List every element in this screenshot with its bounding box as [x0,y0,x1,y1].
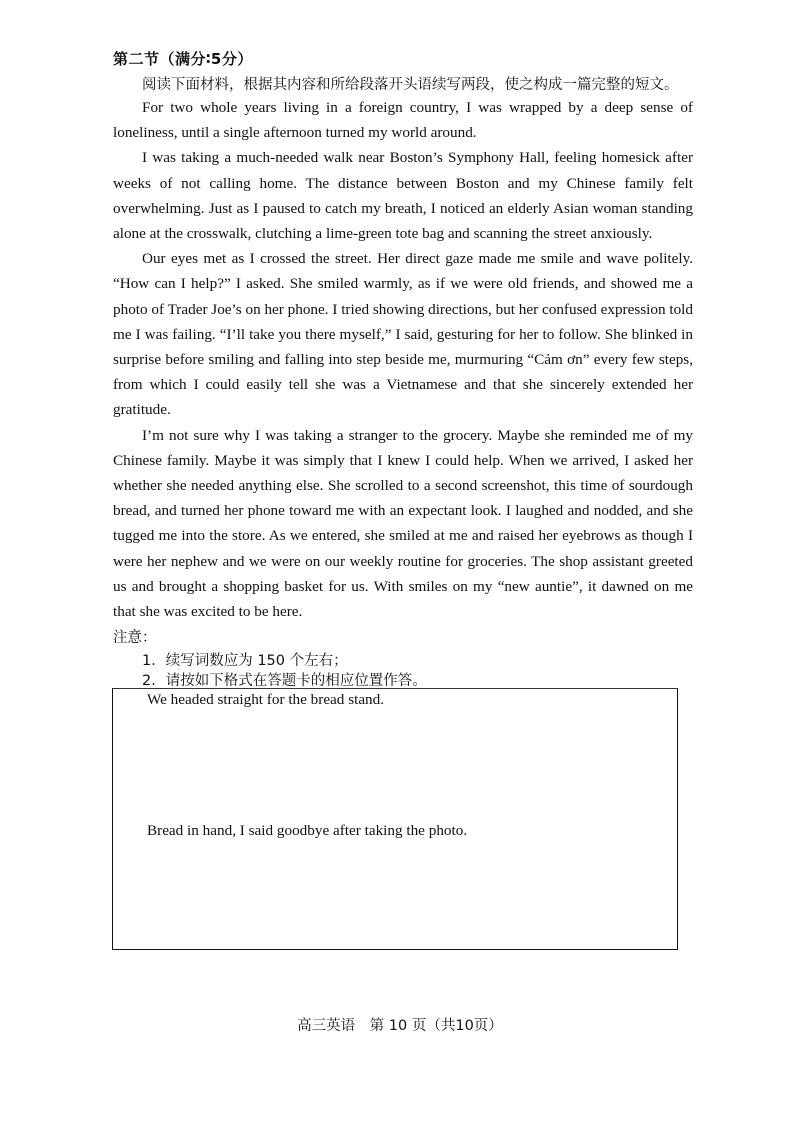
reading-passage [113,95,693,624]
paragraph-opening-2: Bread in hand, I said goodbye after taking the photo. [147,822,468,839]
page-footer: 高三英语 第 10 页（共10页） [297,1018,503,1034]
answer-box [112,688,678,950]
task-instruction: 阅读下面材料，根据其内容和所给段落开头语续写两段，使之构成一篇完整的短文。 [142,77,679,93]
note-item: 2．请按如下格式在答题卡的相应位置作答。 [142,673,427,689]
passage-paragraph: For two whole years living in a foreign country, I was wrapped by a deep sense of loneliness, until a single afternoon turned my world around. [113,99,693,142]
passage-paragraph: I’m not sure why I was taking a stranger to the grocery. Maybe she reminded me of my Chinese family. Maybe it was simply that I knew I could help. When we arrived, I asked her whether she needed anything else. She scrolled to a second screenshot, this time of sourdough bread, and turned her phone toward me with an expectant look. I laughed and nodded, and she tugged me into the store. As we entered, she smiled at me and raised her eyebrows as though I were her nephew and we were on our weekly routine for groceries. The shop assistant greeted us and brought a shopping basket for us. With smiles on my “new auntie”, it dawned on me that she was excited to be here. [113,426,693,621]
section-title: 第二节（满分∶5分） [113,50,253,68]
paragraph-opening-1: We headed straight for the bread stand. [147,691,385,708]
notes-label: 注意： [113,630,157,646]
passage-paragraph: Our eyes met as I crossed the street. Her direct gaze made me smile and wave politely. “How can I help?” I asked. She smiled warmly, as if we were old friends, and showed me a photo of Trader Joe’s on her phone. I tried showing directions, but her confused expression told me I was failing. “I’ll take you there myself,” I said, gesturing for her to follow. She blinked in surprise before smiling and falling into step beside me, murmuring “Cảm ơn” every few steps, from which I could easily tell she was a Vietnamese and that she sincerely extended her gratitude. [113,250,693,419]
note-item: 1．续写词数应为 150 个左右； [142,653,348,669]
passage-paragraph: I was taking a much-needed walk near Boston’s Symphony Hall, feeling homesick after weeks of not calling home. The distance between Boston and my Chinese family felt overwhelming. Just as I paused to catch my breath, I noticed an elderly Asian woman standing alone at the crosswalk, clutching a lime-green tote bag and scanning the street anxiously. [113,149,693,243]
